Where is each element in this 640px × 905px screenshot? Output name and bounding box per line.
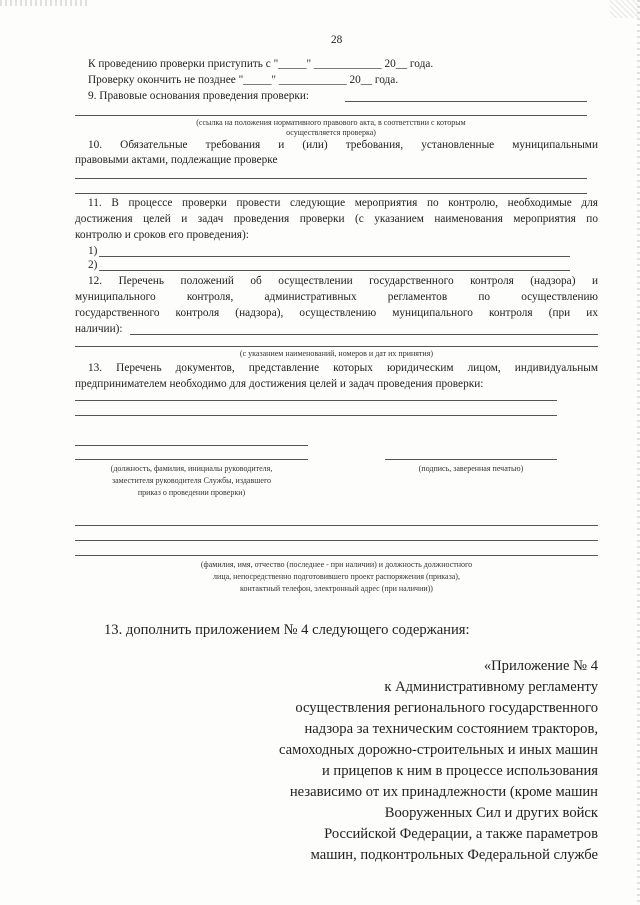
appendix-line-7: независимо от их принадлежности (кроме машин — [289, 784, 598, 800]
appendix-line-6: и прицепов к ним в процессе использования — [321, 763, 598, 779]
fill-line — [75, 445, 308, 446]
fill-line — [75, 346, 598, 347]
note-12: (с указанием наименований, номеров и дат их принятия) — [239, 349, 434, 358]
scan-artifact — [610, 0, 640, 18]
item-10-line-2: правовыми актами, подлежащие проверке — [75, 154, 278, 166]
fill-line — [75, 178, 587, 179]
item-11-sub-1: 1) — [88, 245, 98, 257]
item-12-line-1: 12. Перечень положений об осуществлении государственного контроля (надзора) и — [88, 275, 598, 287]
signer-note-line-3: приказ о проведении проверки) — [137, 488, 246, 497]
note-9-line-2: осуществляется проверка) — [286, 128, 376, 137]
signature-note: (подпись, заверенная печатью) — [418, 464, 524, 473]
person-note-line-2: лица, непосредственно подготовившего проект распоряжения (приказа), — [213, 572, 460, 581]
appendix-line-8: Вооруженных Сил и других войск — [384, 805, 598, 821]
item-11-line-2: достижения целей и задач проведения проверки (с указанием наименования мероприятия по — [75, 213, 598, 225]
fill-line — [75, 540, 598, 541]
fill-line — [75, 115, 587, 116]
item-11-sub-2: 2) — [88, 259, 98, 271]
appendix-line-4: надзора за техническим состоянием тракторов, — [304, 721, 598, 737]
person-note-line-3: контактный телефон, электронный адрес (при наличии)) — [240, 584, 433, 593]
signer-note-line-2: заместителя руководителя Службы, издавшего — [111, 476, 272, 485]
person-note-line-1: (фамилия, имя, отчество (последнее - при наличии) и должность должностного — [200, 560, 473, 569]
fill-line — [75, 555, 598, 556]
appendix-line-5: самоходных дорожно-строительных и иных машин — [279, 742, 598, 758]
item-13-line-1: 13. Перечень документов, представление которых юридическим лицом, индивидуальным — [88, 362, 598, 374]
item-12-line-3: государственного контроля (надзора), осуществлению муниципального контроля (при их — [75, 307, 598, 319]
appendix-line-10: машин, подконтрольных Федеральной службе — [310, 847, 598, 863]
fill-line — [99, 256, 570, 257]
scan-artifact — [0, 0, 90, 6]
item-12-line-4: наличии): — [75, 323, 123, 335]
fill-line — [99, 270, 570, 271]
appendix-line-1: «Приложение № 4 — [483, 658, 598, 674]
appendix-line-3: осуществления регионального государственного — [295, 700, 598, 716]
fill-line — [75, 525, 598, 526]
appendix-line-2: к Административному регламенту — [384, 679, 598, 695]
signer-note-line-1: (должность, фамилия, инициалы руководителя, — [110, 464, 273, 473]
finish-date-line: Проверку окончить не позднее "_____" ____________ 20__ года. — [88, 74, 399, 86]
amendment-13: 13. дополнить приложением № 4 следующего содержания: — [104, 622, 470, 638]
fill-line — [130, 334, 598, 335]
item-10-line-1: 10. Обязательные требования и (или) требования, установленные муниципальными — [88, 139, 598, 151]
item-9: 9. Правовые основания проведения проверки: — [88, 90, 310, 102]
item-11-line-3: контролю и сроков его проведения): — [75, 229, 249, 241]
fill-line — [75, 415, 557, 416]
fill-line — [75, 400, 557, 401]
appendix-line-9: Российской Федерации, а также параметров — [324, 826, 598, 842]
item-11-line-1: 11. В процессе проверки провести следующие мероприятия по контролю, необходимые для — [88, 197, 598, 209]
fill-line — [75, 459, 308, 460]
page-number: 28 — [331, 34, 343, 46]
item-12-line-2: муниципального контроля, административных регламентов по осуществлению — [75, 291, 598, 303]
start-date-line: К проведению проверки приступить с "_____" ____________ 20__ года. — [88, 58, 434, 70]
fill-line — [385, 459, 557, 460]
fill-line — [345, 101, 587, 102]
fill-line — [75, 193, 587, 194]
note-9-line-1: (ссылка на положения нормативного правового акта, в соответствии с которым — [196, 118, 466, 127]
item-13-line-2: предпринимателем необходимо для достижения целей и задач проведения проверки: — [75, 378, 484, 390]
